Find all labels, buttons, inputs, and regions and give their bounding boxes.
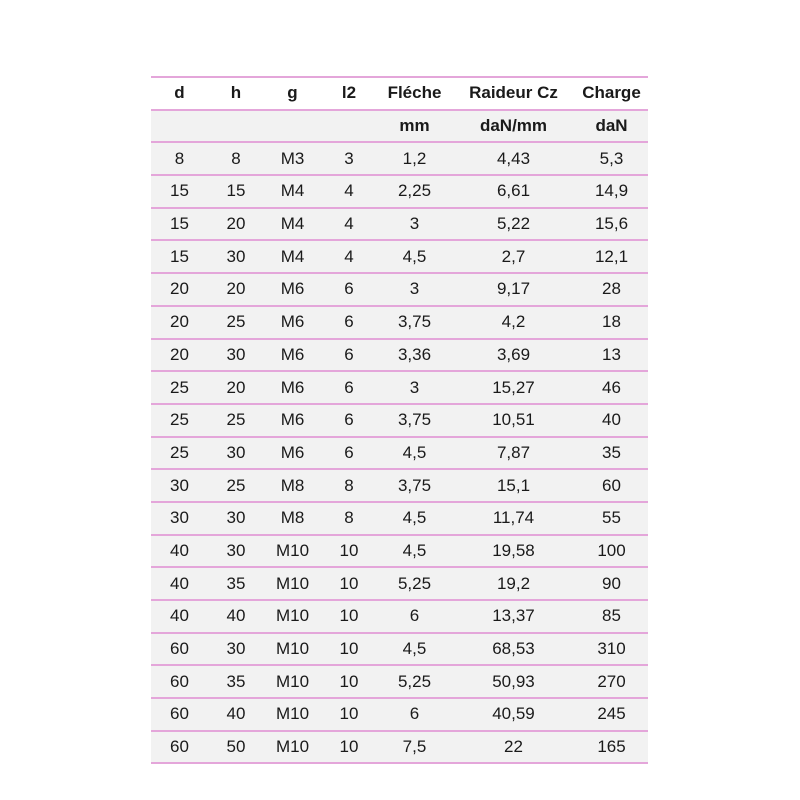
table-row-cell: M6 [264, 404, 321, 437]
table-row-cell: 4,43 [452, 142, 575, 175]
table-row-cell: 25 [151, 371, 208, 404]
table-row-cell: M10 [264, 698, 321, 731]
header-row-cell: Raideur Cz [452, 77, 575, 110]
table-row-cell: 3,36 [377, 339, 452, 372]
table-row [151, 633, 648, 666]
table-row-cell: 60 [575, 469, 648, 502]
table-row-cell: 55 [575, 502, 648, 535]
table-row-cell: 12,1 [575, 240, 648, 273]
table-row-cell: 46 [575, 371, 648, 404]
table-row-cell: 100 [575, 535, 648, 568]
table-row-cell: 5,25 [377, 567, 452, 600]
table-row-cell: 11,74 [452, 502, 575, 535]
table-row-cell: 6 [321, 404, 377, 437]
table-row-cell: 22 [452, 731, 575, 764]
table-row-cell: 4 [321, 240, 377, 273]
table-row [151, 273, 648, 306]
table-row-cell: M8 [264, 502, 321, 535]
header-row-cell: g [264, 77, 321, 110]
table-row-cell: 20 [151, 306, 208, 339]
table-row-cell: 25 [208, 404, 264, 437]
header-row-cell: l2 [321, 77, 377, 110]
table-row-cell: 30 [208, 240, 264, 273]
units-row-cell: daN [575, 110, 648, 143]
table-row-cell: 270 [575, 665, 648, 698]
table-row-cell: 4 [321, 208, 377, 241]
table-row-cell: 3 [377, 208, 452, 241]
table-row-cell: M6 [264, 437, 321, 470]
table-row-cell: 7,5 [377, 731, 452, 764]
table-row-cell: 4,5 [377, 437, 452, 470]
table-row-cell: 30 [208, 633, 264, 666]
table-row-cell: 6 [321, 371, 377, 404]
table-row-cell: M4 [264, 175, 321, 208]
table-row-cell: M6 [264, 339, 321, 372]
table-row [151, 175, 648, 208]
table-row-cell: 2,25 [377, 175, 452, 208]
table-row-cell: M10 [264, 731, 321, 764]
units-row-cell: mm [377, 110, 452, 143]
table-row-cell: 35 [575, 437, 648, 470]
units-row-cell: daN/mm [452, 110, 575, 143]
table-row-cell: M6 [264, 306, 321, 339]
table-row-cell: 14,9 [575, 175, 648, 208]
table-row-cell: 6 [321, 339, 377, 372]
table-row-cell: M4 [264, 240, 321, 273]
table-row-cell: M8 [264, 469, 321, 502]
table-row-cell: 5,22 [452, 208, 575, 241]
table-row-cell: 8 [151, 142, 208, 175]
table-row-cell: 15 [151, 240, 208, 273]
units-row [151, 110, 648, 143]
table-row [151, 306, 648, 339]
units-row-cell [208, 110, 264, 143]
table-row-cell: 30 [151, 469, 208, 502]
table-row [151, 208, 648, 241]
table-row-cell: 30 [208, 535, 264, 568]
table-row-cell: 15,27 [452, 371, 575, 404]
table-row-cell: 245 [575, 698, 648, 731]
table-row-cell: 15 [208, 175, 264, 208]
table-row-cell: 2,7 [452, 240, 575, 273]
table-row-cell: 10 [321, 535, 377, 568]
table-row-cell: 8 [321, 469, 377, 502]
table-row [151, 600, 648, 633]
table-row-cell: 40 [208, 600, 264, 633]
table-row-cell: 6 [321, 306, 377, 339]
table-row-cell: 30 [151, 502, 208, 535]
table-row-cell: 15 [151, 175, 208, 208]
table-row-cell: 5,25 [377, 665, 452, 698]
table-row [151, 437, 648, 470]
units-row-cell [321, 110, 377, 143]
table-row-cell: 40 [151, 535, 208, 568]
table-row-cell: 20 [208, 371, 264, 404]
table-row-cell: 165 [575, 731, 648, 764]
table-row-cell: 50,93 [452, 665, 575, 698]
table-row-cell: 10 [321, 698, 377, 731]
units-row-cell [151, 110, 208, 143]
table-row-cell: 30 [208, 437, 264, 470]
table-row [151, 567, 648, 600]
header-row-cell: h [208, 77, 264, 110]
table-row-cell: 90 [575, 567, 648, 600]
table-row-cell: 3,75 [377, 469, 452, 502]
table-row-cell: 10 [321, 567, 377, 600]
table-row [151, 371, 648, 404]
table-row-cell: 20 [151, 273, 208, 306]
table-row-cell: 3,69 [452, 339, 575, 372]
table-row-cell: 8 [208, 142, 264, 175]
table-row-cell: M10 [264, 567, 321, 600]
table-row-cell: 4,5 [377, 502, 452, 535]
table-row-cell: 10,51 [452, 404, 575, 437]
table-row-cell: 6 [377, 600, 452, 633]
table-row [151, 535, 648, 568]
table-row-cell: 4,5 [377, 535, 452, 568]
table-row-cell: 18 [575, 306, 648, 339]
table-row-cell: 6,61 [452, 175, 575, 208]
table-row-cell: 30 [208, 502, 264, 535]
table-row-cell: 60 [151, 731, 208, 764]
table-row-cell: 60 [151, 665, 208, 698]
table-row-cell: 310 [575, 633, 648, 666]
table-row [151, 698, 648, 731]
table-row-cell: 60 [151, 698, 208, 731]
table-row-cell: 15,6 [575, 208, 648, 241]
table-row-cell: 13,37 [452, 600, 575, 633]
table-row-cell: 10 [321, 731, 377, 764]
table-row-cell: 20 [208, 273, 264, 306]
table-row-cell: 28 [575, 273, 648, 306]
table-row-cell: 85 [575, 600, 648, 633]
header-row-cell: Charge [575, 77, 648, 110]
table-row-cell: 10 [321, 665, 377, 698]
table-row-cell: 4,2 [452, 306, 575, 339]
table-row-cell: 30 [208, 339, 264, 372]
table-row-cell: 40 [151, 567, 208, 600]
table-row-cell: 40,59 [452, 698, 575, 731]
table-row-cell: M10 [264, 535, 321, 568]
table-row-cell: 10 [321, 633, 377, 666]
table-row-cell: M6 [264, 371, 321, 404]
table-row-cell: 25 [151, 437, 208, 470]
table-row-cell: 40 [151, 600, 208, 633]
table-row-cell: 4,5 [377, 633, 452, 666]
spring-specs-table [151, 76, 648, 764]
table-row-cell: 3 [377, 273, 452, 306]
table-row-cell: 50 [208, 731, 264, 764]
table-row-cell: 3 [377, 371, 452, 404]
table-row-cell: 3 [321, 142, 377, 175]
table-row-cell: 7,87 [452, 437, 575, 470]
table-row-cell: M4 [264, 208, 321, 241]
table-row-cell: 19,58 [452, 535, 575, 568]
table-row [151, 404, 648, 437]
table-row-cell: M3 [264, 142, 321, 175]
table-row-cell: 6 [377, 698, 452, 731]
header-row-cell: d [151, 77, 208, 110]
table-row [151, 240, 648, 273]
table-row-cell: M10 [264, 633, 321, 666]
table-row-cell: 19,2 [452, 567, 575, 600]
table-row-cell: 13 [575, 339, 648, 372]
table-row-cell: 40 [575, 404, 648, 437]
table-row-cell: 15 [151, 208, 208, 241]
table-row-cell: M10 [264, 665, 321, 698]
table-row-cell: 20 [208, 208, 264, 241]
table-row-cell: M6 [264, 273, 321, 306]
table-row [151, 731, 648, 764]
table-row-cell: 35 [208, 567, 264, 600]
table-row [151, 142, 648, 175]
header-row [151, 77, 648, 110]
table-row-cell: 15,1 [452, 469, 575, 502]
table-row-cell: 8 [321, 502, 377, 535]
table-row-cell: 60 [151, 633, 208, 666]
units-row-cell [264, 110, 321, 143]
header-row-cell: Fléche [377, 77, 452, 110]
table-row-cell: 6 [321, 437, 377, 470]
table-row-cell: 5,3 [575, 142, 648, 175]
table-row-cell: 4,5 [377, 240, 452, 273]
table-row [151, 502, 648, 535]
table-row-cell: 3,75 [377, 404, 452, 437]
table-row-cell: 6 [321, 273, 377, 306]
table-row-cell: 4 [321, 175, 377, 208]
table-row-cell: 35 [208, 665, 264, 698]
table-row [151, 469, 648, 502]
table-row-cell: 20 [151, 339, 208, 372]
table-row-cell: 9,17 [452, 273, 575, 306]
table-row-cell: 40 [208, 698, 264, 731]
table-row-cell: 25 [151, 404, 208, 437]
table-row-cell: M10 [264, 600, 321, 633]
table-row-cell: 1,2 [377, 142, 452, 175]
table-row [151, 339, 648, 372]
table-row-cell: 3,75 [377, 306, 452, 339]
table-row-cell: 10 [321, 600, 377, 633]
table-row-cell: 25 [208, 306, 264, 339]
table-row [151, 665, 648, 698]
table-row-cell: 68,53 [452, 633, 575, 666]
table-row-cell: 25 [208, 469, 264, 502]
